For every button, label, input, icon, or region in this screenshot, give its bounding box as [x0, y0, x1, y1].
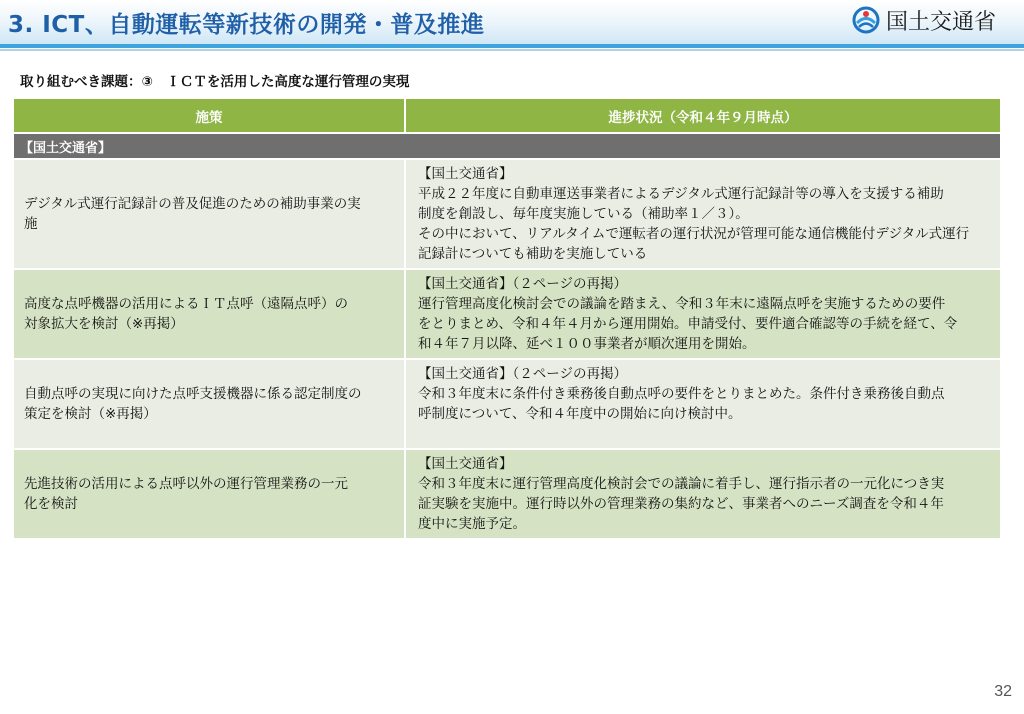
issue-subtitle: 取り組むべき課題：③ ＩＣＴを活用した高度な運行管理の実現 — [20, 74, 410, 90]
progress-cell: 【国土交通省】 令和３年度末に運行管理高度化検討会での議論に着手し、運行指示者の一元化につき実 証実験を実施中。運行時以外の管理業務の集約など、事業者へのニーズ調査を令和４年 度中に実施予定。 — [406, 450, 1000, 538]
progress-table — [12, 97, 1002, 540]
table-row — [14, 160, 1000, 268]
header-bar — [0, 0, 1024, 44]
column-header-measure: 施策 — [14, 99, 404, 132]
mlit-emblem-icon — [852, 6, 880, 34]
page-title: 3. ICT、自動運転等新技術の開発・普及推進 — [8, 12, 485, 38]
header-stripe-thin — [0, 49, 1024, 51]
page-number: 32 — [994, 683, 1012, 700]
table-row — [14, 450, 1000, 538]
measure-cell: 高度な点呼機器の活用によるＩＴ点呼（遠隔点呼）の 対象拡大を検討（※再掲） — [14, 270, 404, 358]
mlit-logo — [852, 5, 996, 35]
column-header-progress: 進捗状況（令和４年９月時点） — [406, 99, 1000, 132]
header-stripe — [0, 44, 1024, 48]
progress-cell: 【国土交通省】 平成２２年度に自動車運送事業者によるデジタル式運行記録計等の導入を支援する補助 制度を創設し、毎年度実施している（補助率１／３）。 その中において、リアルタイムで運転者の運行状況が管理可能な通信機能付デジタル式運行 記録計についても補助を実施している — [406, 160, 1000, 268]
measure-cell: デジタル式運行記録計の普及促進のための補助事業の実 施 — [14, 160, 404, 268]
table-row — [14, 360, 1000, 448]
org-section-row: 【国土交通省】 — [14, 134, 1000, 158]
measure-cell: 先進技術の活用による点呼以外の運行管理業務の一元 化を検討 — [14, 450, 404, 538]
logo-text: 国土交通省 — [886, 9, 997, 35]
table-row — [14, 270, 1000, 358]
progress-cell: 【国土交通省】（２ページの再掲） 令和３年度末に条件付き乗務後自動点呼の要件をとりまとめた。条件付き乗務後自動点 呼制度について、令和４年度中の開始に向け検討中。 — [406, 360, 1000, 448]
measure-cell: 自動点呼の実現に向けた点呼支援機器に係る認定制度の 策定を検討（※再掲） — [14, 360, 404, 448]
progress-cell: 【国土交通省】（２ページの再掲） 運行管理高度化検討会での議論を踏まえ、令和３年末に遠隔点呼を実施するための要件 をとりまとめ、令和４年４月から運用開始。申請受付、要件適合確認等の手続を経て、令 和４年７月以降、延べ１００事業者が順次運用を開始。 — [406, 270, 1000, 358]
